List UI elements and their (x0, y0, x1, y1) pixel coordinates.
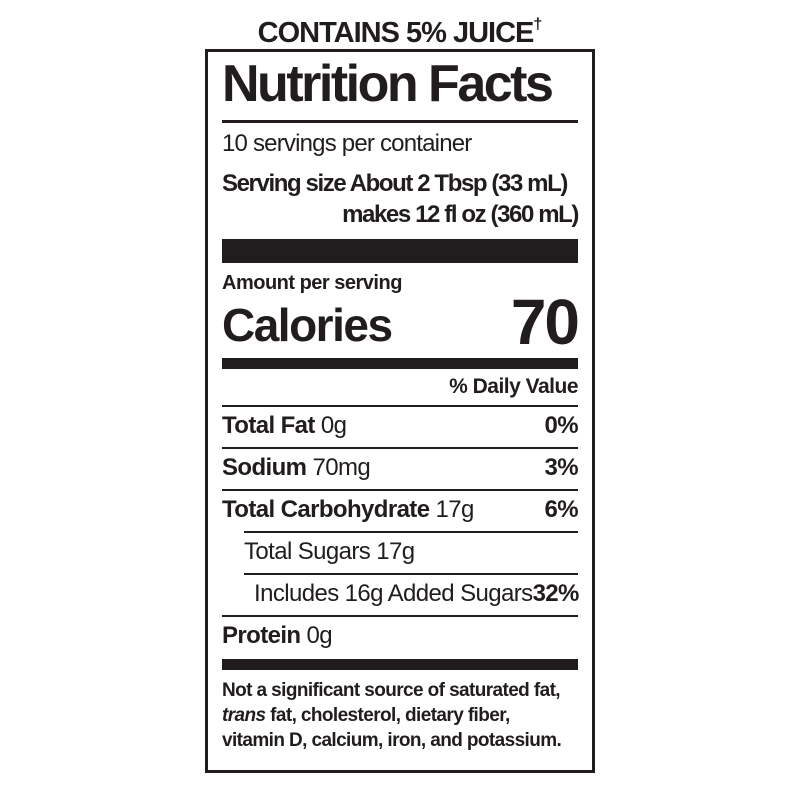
serving-size: Serving size About 2 Tbsp (33 mL) (222, 170, 567, 197)
dagger-footnote-marker: † (533, 16, 543, 33)
servings-per-container: 10 servings per container (222, 130, 472, 157)
footnote-line-3: vitamin D, calcium, iron, and potassium. (222, 730, 562, 751)
nutrient-text: Total Carbohydrate 17g (222, 496, 474, 523)
calories-value: 70 (510, 286, 578, 358)
title-divider (222, 120, 578, 123)
nutrient-row-sodium (222, 449, 578, 489)
footnote (222, 678, 578, 753)
footnote-separator-bar (222, 659, 578, 670)
contains-juice-header (0, 8, 800, 50)
nutrition-facts-title: Nutrition Facts (222, 55, 552, 113)
daily-value-pct: 6% (544, 496, 578, 523)
nutrient-row-includes-16g-added (222, 575, 578, 615)
nutrient-text: Protein 0g (222, 622, 333, 649)
amount-per-serving-label: Amount per serving (222, 272, 402, 294)
footnote-line-1: Not a significant source of saturated fat, (222, 680, 560, 701)
contains-juice-text: CONTAINS 5% JUICE (257, 17, 534, 49)
nutrient-row-total-carbohydrate (222, 491, 578, 531)
trans-italic: trans (222, 705, 266, 726)
calories-row (222, 286, 578, 358)
calories-label: Calories (222, 299, 392, 351)
nutrient-text: Includes 16g Added Sugars (254, 580, 533, 607)
serving-section-separator-bar (222, 239, 578, 263)
footnote-line-2 (222, 703, 578, 728)
daily-value-header: % Daily Value (449, 375, 578, 398)
nutrient-text: Total Sugars 17g (244, 538, 415, 565)
nutrition-facts-panel (205, 49, 595, 773)
nutrient-row-total-sugars-17g (222, 533, 578, 573)
nutrient-row-total-fat (222, 407, 578, 447)
nutrient-text: Sodium 70mg (222, 454, 371, 481)
serving-size-makes: makes 12 fl oz (360 mL) (342, 201, 578, 228)
nutrient-text: Total Fat 0g (222, 412, 347, 439)
daily-value-pct: 3% (544, 454, 578, 481)
daily-value-pct: 0% (544, 412, 578, 439)
calories-separator-bar (222, 358, 578, 369)
daily-value-pct: 32% (532, 580, 579, 607)
footnote-line-2-rest: fat, cholesterol, dietary fiber, (265, 705, 510, 726)
nutrient-row-protein (222, 617, 578, 657)
daily-value-rows (222, 405, 578, 657)
